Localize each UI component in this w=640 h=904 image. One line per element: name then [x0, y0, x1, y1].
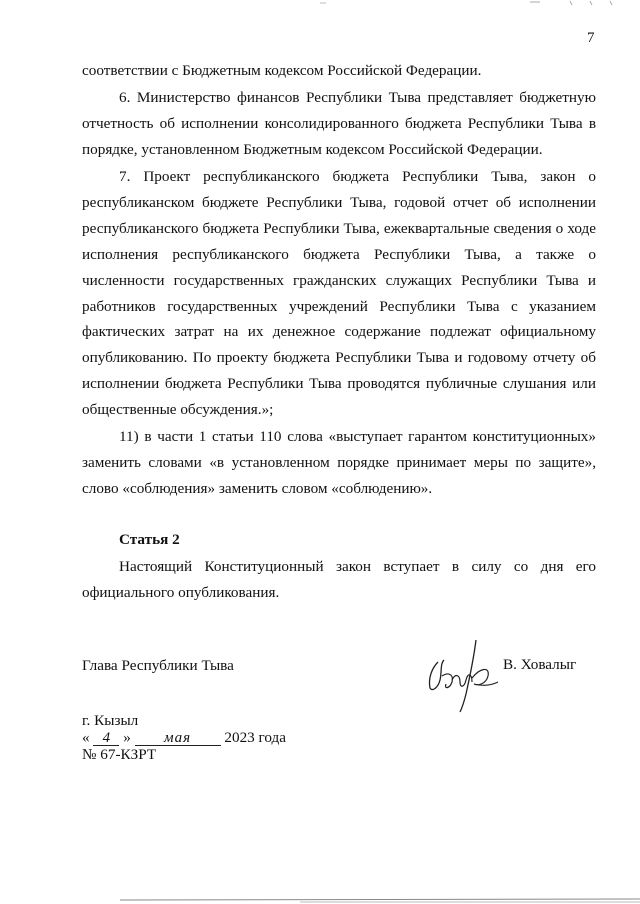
body-line: 7. Проект республиканского бюджета Республики Тыва, закон о [119, 168, 596, 185]
body-line: порядке, установленном Бюджетным кодексом Российской Федерации. [82, 141, 543, 158]
body-line: слово «соблюдения» заменить словом «соблюдению». [82, 480, 433, 497]
date-day-handwritten: 4 [93, 731, 119, 746]
body-line: соответствии с Бюджетным кодексом Российской Федерации. [82, 62, 482, 79]
date-month-handwritten: мая [135, 731, 221, 746]
page-number: 7 [587, 30, 595, 46]
scan-edge-marks-top [300, 0, 630, 6]
body-line: заменить словами «в установленном порядке принимает меры по защите», [82, 454, 596, 471]
signing-place: г. Кызыл [82, 712, 139, 729]
quote-close: » [123, 729, 131, 746]
body-line: исполнения республиканского бюджета Республики Тыва, а также о [82, 246, 596, 263]
body-line: фактических затрат на их денежное содержание подлежат официальному [82, 323, 596, 340]
body-line: общественные обсуждения.»; [82, 401, 274, 418]
body-line: работников государственных учреждений Республики Тыва с указанием [82, 298, 596, 315]
signatory-name: В. Ховалыг [503, 656, 577, 673]
law-number: № 67-КЗРТ [82, 746, 157, 763]
body-line: республиканского бюджета Республики Тыва, ежеквартальные сведения о ходе [82, 220, 596, 237]
body-line: 11) в части 1 статьи 110 слова «выступает гарантом конституционных» [119, 428, 596, 445]
signatory-position: Глава Республики Тыва [82, 657, 234, 674]
body-line: 6. Министерство финансов Республики Тыва представляет бюджетную [119, 89, 596, 106]
article-line: официального опубликования. [82, 584, 280, 601]
quote-open: « [82, 729, 90, 746]
article-line: Настоящий Конституционный закон вступает в силу со дня его [119, 558, 596, 575]
signing-date [82, 729, 286, 747]
body-line: республиканском бюджете Республики Тыва, годовой отчет об исполнении [82, 194, 596, 211]
handwritten-signature [420, 632, 500, 714]
body-line: отчетность об исполнении консолидированного бюджета Республики Тыва в [82, 115, 596, 132]
body-line: исполнении бюджета Республики Тыва проводятся публичные слушания или [82, 375, 596, 392]
body-line: опубликованию. По проекту бюджета Республики Тыва и годовому отчету об [82, 349, 596, 366]
date-year: 2023 года [224, 729, 287, 746]
scan-edge-marks-bottom [0, 880, 640, 904]
article-heading: Статья 2 [119, 531, 180, 548]
body-line: численности государственных гражданских служащих Республики Тыва и [82, 272, 596, 289]
